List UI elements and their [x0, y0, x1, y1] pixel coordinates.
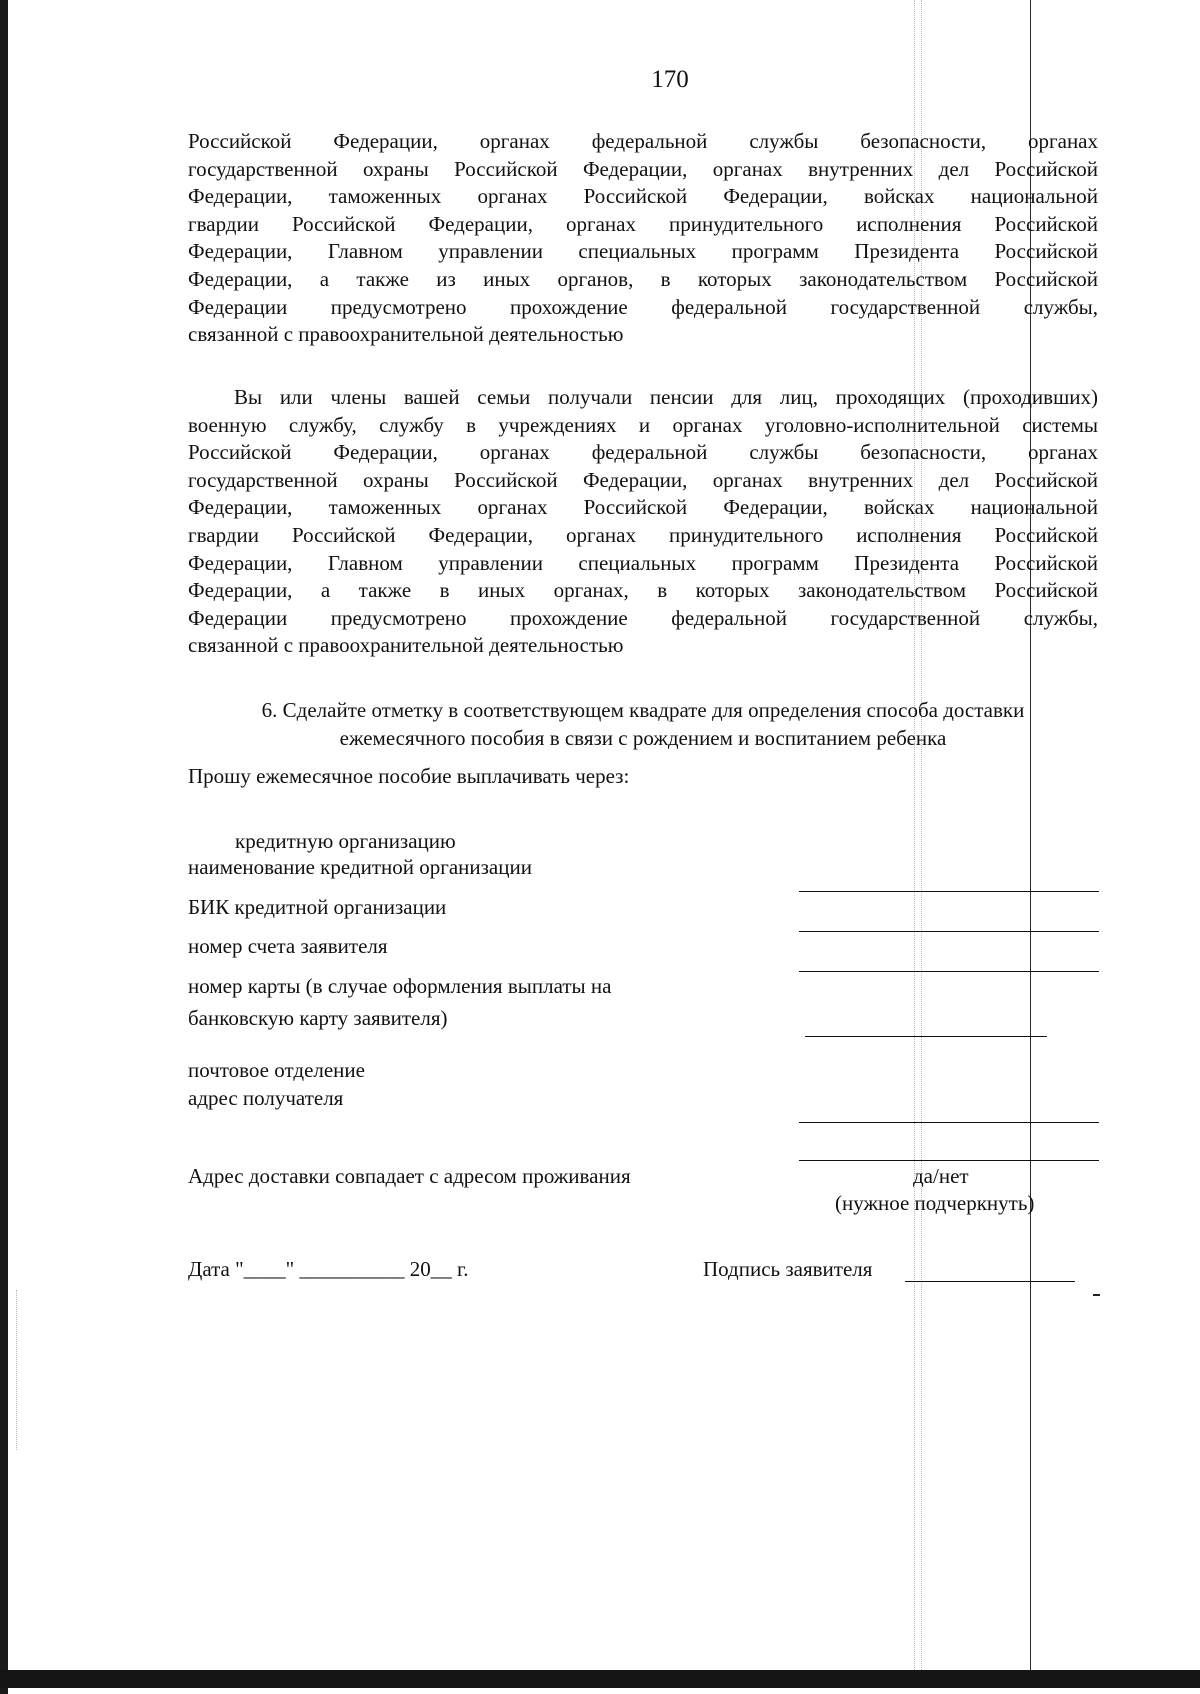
- text-line: Федерации, таможенных органах Российской Федерации, войсках национальной: [188, 495, 1098, 520]
- card-number-label-line-2: банковскую карту заявителя): [188, 1006, 448, 1030]
- address-match-label: Адрес доставки совпадает с адресом проживания: [188, 1164, 631, 1188]
- date-field[interactable]: Дата "____" __________ 20__ г.: [188, 1257, 469, 1281]
- page-number: 170: [651, 66, 689, 93]
- text-line: Федерации, таможенных органах Российской Федерации, войсках национальной: [188, 184, 1098, 209]
- credit-org-name-field[interactable]: [799, 891, 1099, 892]
- text-line: Российской Федерации, органах федеральной службы безопасности, органах: [188, 129, 1098, 153]
- signature-label: Подпись заявителя: [703, 1257, 873, 1281]
- yes-no-choice[interactable]: да/нет: [913, 1164, 969, 1188]
- text-line: гвардии Российской Федерации, органах принудительного исполнения Российской: [188, 211, 1098, 236]
- account-number-label: номер счета заявителя: [188, 934, 388, 958]
- text-line: Федерации, Главном управлении специальных программ Президента Российской: [188, 550, 1098, 575]
- heading-line-2: ежемесячного пособия в связи с рождением и воспитанием ребенка: [339, 725, 947, 750]
- text-line: Российской Федерации, органах федеральной службы безопасности, органах: [188, 440, 1098, 465]
- text-line: Федерации предусмотрено прохождение федеральной государственной службы,: [188, 605, 1098, 630]
- heading-line-1: 6. Сделайте отметку в соответствующем квадрате для определения способа доставки: [261, 698, 1025, 722]
- payment-request: Прошу ежемесячное пособие выплачивать через:: [188, 764, 630, 788]
- text-line: военную службу, службу в учреждениях и органах уголовно-исполнительной системы: [188, 412, 1098, 437]
- scan-edge-left: [0, 0, 8, 1694]
- scan-dash: [1093, 1294, 1100, 1296]
- text-line: государственной охраны Российской Федерации, органах внутренних дел Российской: [188, 156, 1098, 181]
- text-line: связанной с правоохранительной деятельностью: [188, 633, 624, 658]
- option-post-office: почтовое отделение: [188, 1058, 365, 1082]
- underline-hint: (нужное подчеркнуть): [835, 1191, 1035, 1215]
- scan-edge-bottom: [0, 1670, 1200, 1688]
- text-line: связанной с правоохранительной деятельностью: [188, 322, 624, 347]
- text-line: Вы или члены вашей семьи получали пенсии для лиц, проходящих (проходивших): [234, 385, 1098, 409]
- bik-label: БИК кредитной организации: [188, 895, 447, 919]
- recipient-address-field[interactable]: [799, 1122, 1099, 1123]
- text-line: гвардии Российской Федерации, органах принудительного исполнения Российской: [188, 522, 1098, 547]
- recipient-address-field-2[interactable]: [799, 1160, 1099, 1161]
- text-line: Федерации, а также в иных органах, в которых законодательством Российской: [188, 578, 1098, 603]
- text-line: Федерации, Главном управлении специальных программ Президента Российской: [188, 239, 1098, 264]
- account-number-field[interactable]: [799, 971, 1099, 972]
- paragraph-2: [188, 384, 1098, 660]
- text-line: Федерации предусмотрено прохождение федеральной государственной службы,: [188, 294, 1098, 319]
- text-line: государственной охраны Российской Федерации, органах внутренних дел Российской: [188, 467, 1098, 492]
- signature-field[interactable]: [905, 1281, 1075, 1282]
- bik-field[interactable]: [799, 931, 1099, 932]
- text-line: Федерации, а также из иных органов, в которых законодательством Российской: [188, 266, 1098, 291]
- credit-org-name-label: наименование кредитной организации: [188, 855, 532, 879]
- recipient-address-label: адрес получателя: [188, 1086, 344, 1110]
- option-credit-organization: кредитную организацию: [235, 829, 456, 853]
- card-number-field[interactable]: [805, 1036, 1047, 1037]
- section-heading: [188, 697, 1098, 752]
- card-number-label-line-1: номер карты (в случае оформления выплаты на: [188, 974, 612, 998]
- paragraph-1: [188, 128, 1098, 349]
- scan-faint-line: [16, 1290, 17, 1450]
